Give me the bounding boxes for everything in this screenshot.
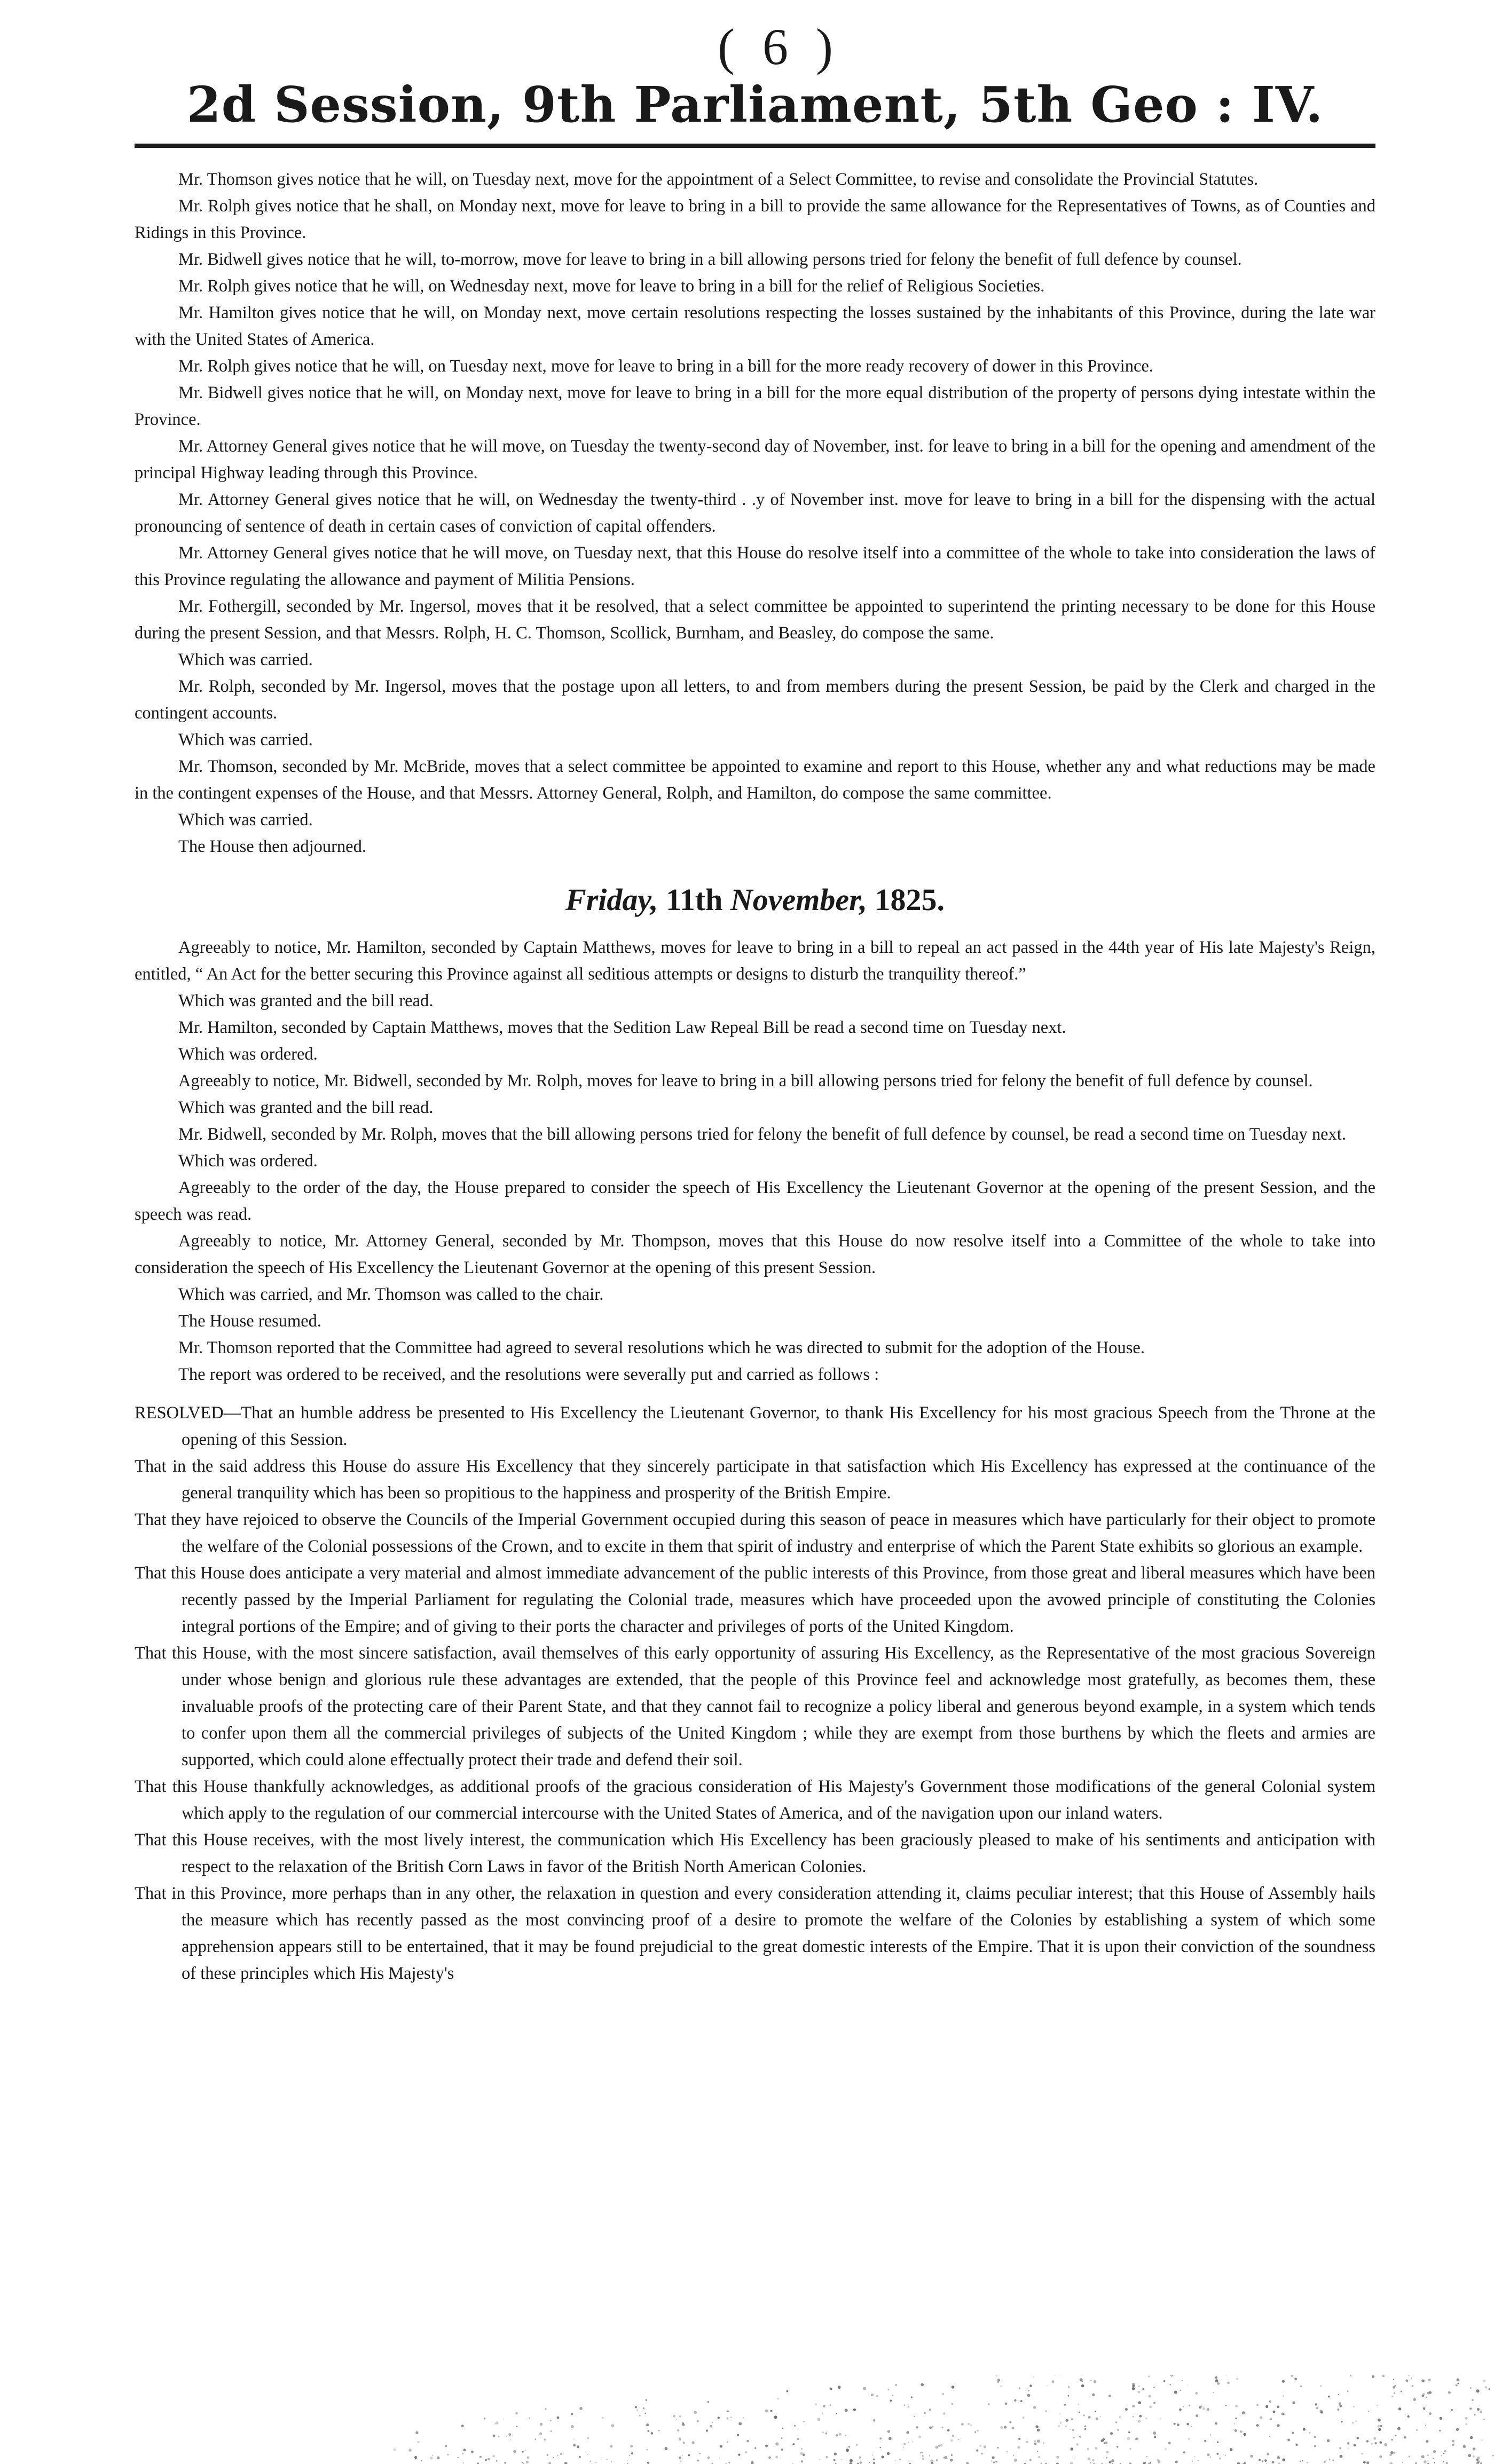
notice-paragraph: The House then adjourned.: [178, 836, 366, 856]
resolution-paragraph: That this House does anticipate a very material and almost immediate advancement of the public interests of this Province, from those great and liberal measures which have been recently passed by the Imperial Parliament for regulating the Colonial trade, measures which have proceeded upon the avowed principle of constituting the Colonies integral portions of the Empire; and of giving to their ports the character and privileges of ports of the United Kingdom.: [135, 1563, 1375, 1637]
proceeding-paragraph: Agreeably to notice, Mr. Hamilton, seconded by Captain Matthews, moves for leave to bring in a bill to repeal an act passed in the 44th year of His late Majesty's Reign, entitled, “ An Act for the better securing this Province against all seditious attempts or designs to disturb the tranquility thereof.”: [135, 938, 1375, 984]
notice-paragraph: Which was carried.: [178, 810, 313, 830]
date-month: November,: [730, 882, 867, 917]
notice-paragraph: Mr. Thomson gives notice that he will, on Tuesday next, move for the appointment of a Select Committee, to revise and consolidate the Provincial Statutes.: [178, 169, 1259, 189]
page-heading: 2d Session, 9th Parliament, 5th Geo : IV.: [186, 76, 1324, 133]
notice-paragraph: Mr. Attorney General gives notice that he will, on Wednesday the twenty-third . .y of November inst. move for leave to bring in a bill for the dispensing with the actual pronouncing of sentence of death in certain cases of conviction of capital offenders.: [135, 489, 1375, 536]
notice-paragraph: Mr. Bidwell gives notice that he will, to-morrow, move for leave to bring in a bill allowing persons tried for felony the benefit of full defence by counsel.: [178, 249, 1242, 269]
notice-paragraph: Mr. Thomson, seconded by Mr. McBride, moves that a select committee be appointed to examine and report to this House, whether any and what reductions may be made in the contingent expenses of the House, and that Messrs. Attorney General, Rolph, and Hamilton, do compose the same committee.: [135, 756, 1375, 803]
notice-paragraph: Which was carried.: [178, 730, 313, 749]
resolution-paragraph: That they have rejoiced to observe the Councils of the Imperial Government occupied during this season of peace in measures which have particularly for their object to promote the welfare of the Colonial possessions of the Crown, and to excite in them that spirit of industry and enterprise of which the Parent State exhibits so glorious an example.: [135, 1510, 1375, 1557]
notice-paragraph: Mr. Attorney General gives notice that he will move, on Tuesday the twenty-second day of November, inst. for leave to bring in a bill for the opening and amendment of the principal Highway leading through this Province.: [135, 436, 1375, 483]
proceeding-paragraph: Mr. Hamilton, seconded by Captain Matthews, moves that the Sedition Law Repeal Bill be read a second time on Tuesday next.: [178, 1018, 1066, 1038]
proceeding-paragraph: Mr. Thomson reported that the Committee had agreed to several resolutions which he was directed to submit for the adoption of the House.: [178, 1338, 1145, 1358]
notice-paragraph: Mr. Rolph gives notice that he will, on Tuesday next, move for leave to bring in a bill for the more ready recovery of dower in this Province.: [178, 356, 1153, 376]
page-number: ( 6 ): [718, 18, 840, 75]
notice-paragraph: Mr. Rolph, seconded by Mr. Ingersol, moves that the postage upon all letters, to and from members during the present Session, be paid by the Clerk and charged in the contingent accounts.: [135, 676, 1375, 723]
resolution-paragraph: That this House thankfully acknowledges, as additional proofs of the gracious consideration of His Majesty's Government those modifications of the general Colonial system which apply to the regulation of our commercial intercourse with the United States of America, and of the navigation upon our inland waters.: [135, 1777, 1375, 1823]
date-heading: [135, 881, 1375, 919]
proceeding-paragraph: Agreeably to the order of the day, the House prepared to consider the speech of His Excellency the Lieutenant Governor at the opening of the present Session, and the speech was read.: [135, 1178, 1375, 1225]
proceeding-paragraph: Agreeably to notice, Mr. Attorney General, seconded by Mr. Thompson, moves that this House do now resolve itself into a Committee of the whole to take into consideration the speech of His Excellency the Lieutenant Governor at the opening of this present Session.: [135, 1231, 1375, 1278]
notices-section: [135, 166, 1375, 860]
heading-rule: [135, 144, 1375, 148]
proceeding-paragraph: Which was carried, and Mr. Thomson was called to the chair.: [178, 1285, 604, 1305]
proceedings-section: [135, 934, 1375, 1388]
proceeding-paragraph: Which was granted and the bill read.: [178, 991, 434, 1011]
resolution-paragraph: That in this Province, more perhaps than in any other, the relaxation in question and every consideration attending it, claims peculiar interest; that this House of Assembly hails the measure which has recently passed as the most convincing proof of a desire to promote the welfare of the Colonies by establishing a system of which some apprehension appears still to be entertained, that it may be found prejudicial to the great domestic interests of the Empire. That it is upon their conviction of the soundness of these principles which His Majesty's: [135, 1884, 1375, 1984]
proceeding-paragraph: Which was ordered.: [178, 1045, 318, 1064]
notice-paragraph: Mr. Rolph gives notice that he shall, on Monday next, move for leave to bring in a bill to provide the same allowance for the Representatives of Towns, as of Counties and Ridings in this Province.: [135, 196, 1375, 242]
proceeding-paragraph: The House resumed.: [178, 1312, 322, 1331]
notice-paragraph: Mr. Bidwell gives notice that he will, on Monday next, move for leave to bring in a bill for the more equal distribution of the property of persons dying intestate within the Province.: [135, 383, 1375, 429]
notice-paragraph: Mr. Rolph gives notice that he will, on Wednesday next, move for leave to bring in a bill for the relief of Religious Societies.: [178, 276, 1045, 296]
resolution-paragraph: That this House receives, with the most lively interest, the communication which His Excellency has been graciously pleased to make of his sentiments and anticipation with respect to the relaxation of the British Corn Laws in favor of the British North American Colonies.: [135, 1830, 1375, 1877]
proceeding-paragraph: The report was ordered to be received, and the resolutions were severally put and carried as follows :: [178, 1365, 879, 1385]
resolution-paragraph: RESOLVED—That an humble address be presented to His Excellency the Lieutenant Governor, to thank His Excellency for his most gracious Speech from the Throne at the opening of this Session.: [135, 1403, 1375, 1450]
print-speckle-texture: [374, 2375, 1494, 2464]
notice-paragraph: Mr. Hamilton gives notice that he will, on Monday next, move certain resolutions respecting the losses sustained by the inhabitants of this Province, during the late war with the United States of America.: [135, 303, 1375, 349]
notice-paragraph: Mr. Fothergill, seconded by Mr. Ingersol, moves that it be resolved, that a select committee be appointed to superintend the printing necessary to be done for this House during the present Session, and that Messrs. Rolph, H. C. Thomson, Scollick, Burnham, and Beasley, do compose the same.: [135, 596, 1375, 643]
notice-paragraph: Which was carried.: [178, 650, 313, 669]
proceeding-paragraph: Which was ordered.: [178, 1151, 318, 1171]
resolution-paragraph: That this House, with the most sincere satisfaction, avail themselves of this early opportunity of assuring His Excellency, as the Representative of the most gracious Sovereign under whose benign and glorious rule these advantages are extended, that the people of this Province feel and acknowledge most gratefully, as becomes them, these invaluable proofs of the protecting care of their Parent State, and that they cannot fail to recognize a policy liberal and generous beyond example, in a system which tends to confer upon them all the commercial privileges of subjects of the United Kingdom ; while they are exempt from those burthens by which the fleets and armies are supported, which could alone effectually protect their trade and defend their soil.: [135, 1644, 1375, 1770]
proceeding-paragraph: Which was granted and the bill read.: [178, 1098, 434, 1118]
date-num: 11th: [665, 882, 723, 917]
date-day: Friday,: [565, 882, 658, 917]
resolutions-section: [135, 1400, 1375, 1987]
resolution-paragraph: That in the said address this House do assure His Excellency that they sincerely participate in that satisfaction which His Excellency has expressed at the continuance of the general tranquility which has been so propitious to the happiness and prosperity of the British Empire.: [135, 1457, 1375, 1503]
proceeding-paragraph: Mr. Bidwell, seconded by Mr. Rolph, moves that the bill allowing persons tried for felony the benefit of full defence by counsel, be read a second time on Tuesday next.: [178, 1125, 1346, 1144]
date-year: 1825.: [875, 882, 945, 917]
proceeding-paragraph: Agreeably to notice, Mr. Bidwell, seconded by Mr. Rolph, moves for leave to bring in a bill allowing persons tried for felony the benefit of full defence by counsel.: [178, 1071, 1313, 1091]
notice-paragraph: Mr. Attorney General gives notice that he will move, on Tuesday next, that this House do resolve itself into a committee of the whole to take into consideration the laws of this Province regulating the allowance and payment of Militia Pensions.: [135, 543, 1375, 589]
